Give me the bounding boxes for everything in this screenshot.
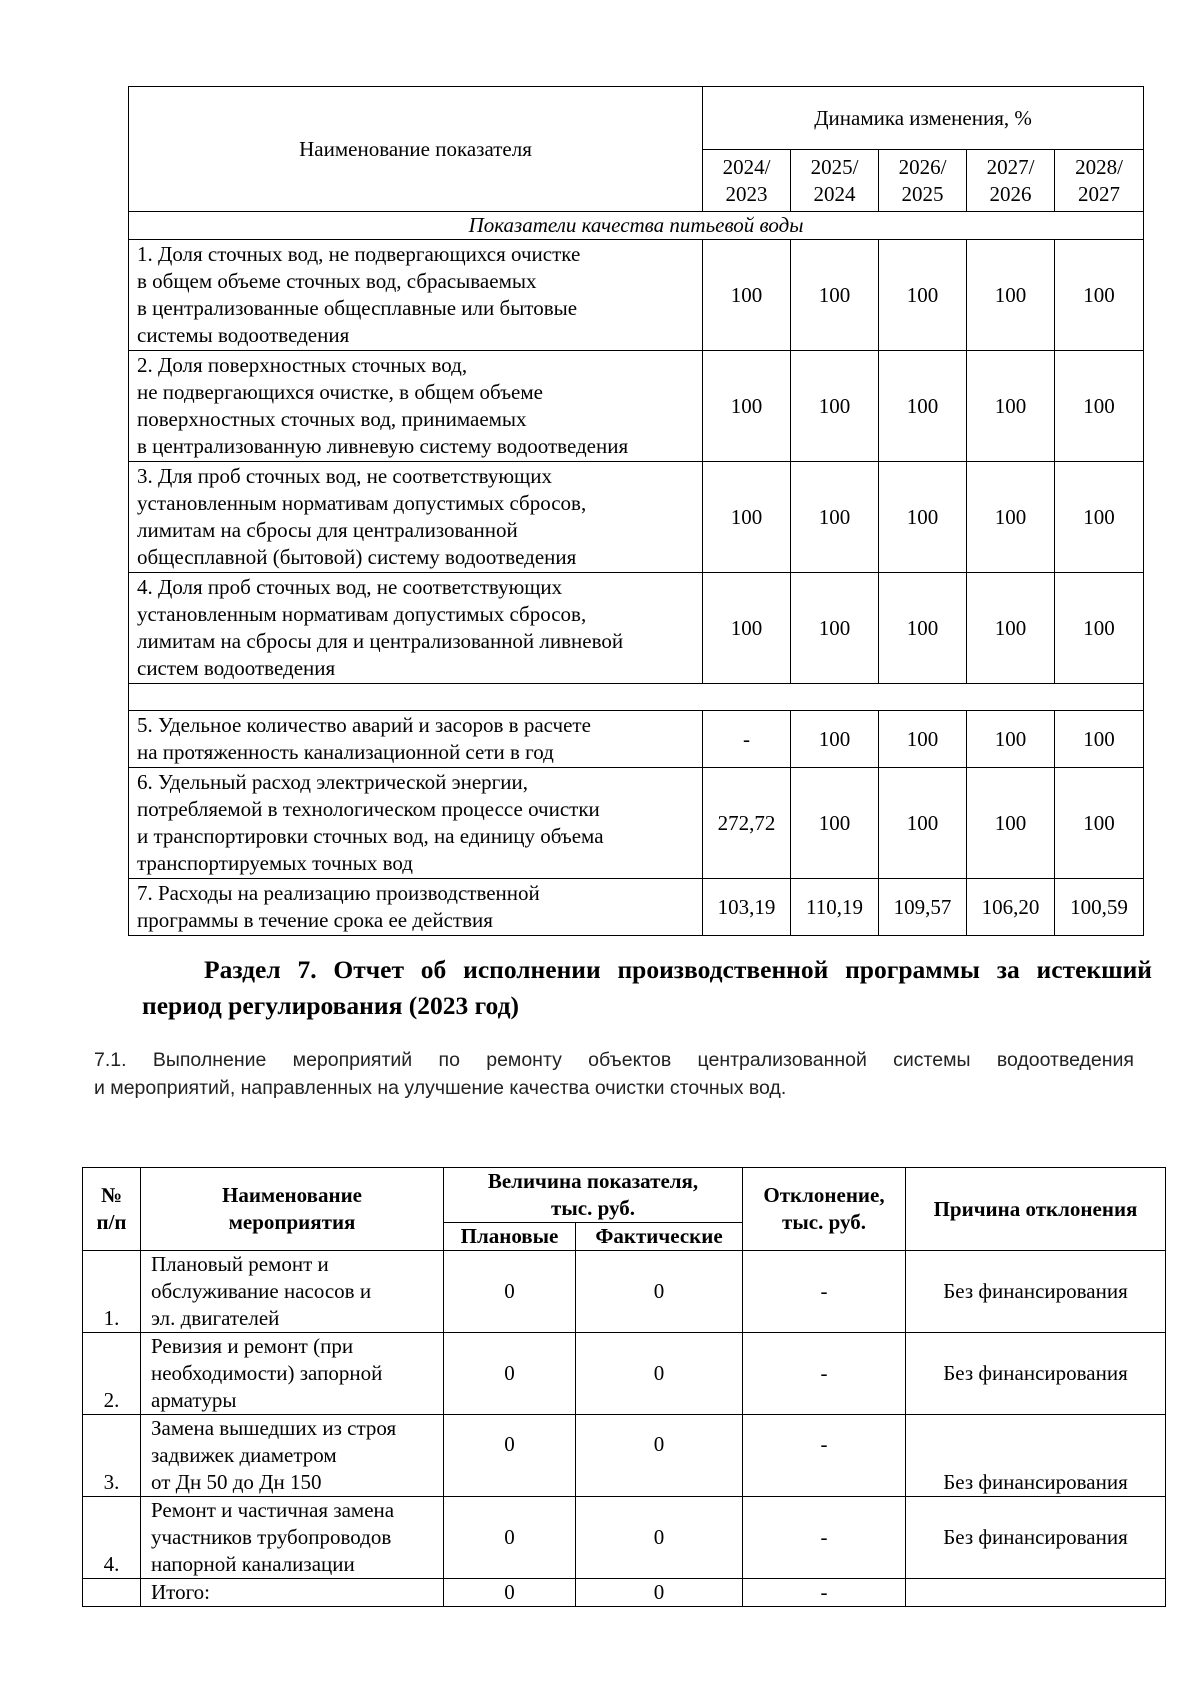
value-cell: 100	[967, 768, 1055, 879]
value-cell: 110,19	[791, 879, 879, 936]
value-cell: 100	[967, 462, 1055, 573]
value-cell: 100	[1055, 240, 1144, 351]
deviation-value: -	[743, 1251, 906, 1333]
value-cell: 100	[967, 573, 1055, 684]
value-cell: 100	[1055, 573, 1144, 684]
empty-cell	[83, 1579, 141, 1607]
row-number: 4.	[83, 1497, 141, 1579]
actual-value: 0	[576, 1415, 743, 1497]
empty-cell	[906, 1579, 1166, 1607]
value-cell: 100	[879, 711, 967, 768]
deviation-reason: Без финансирования	[906, 1251, 1166, 1333]
value-cell: 100	[967, 351, 1055, 462]
indicator-name: 1. Доля сточных вод, не подвергающихся очистке в общем объеме сточных вод, сбрасываемых в централизованные общесплавные или бытовые системы водоотведения	[129, 240, 703, 351]
value-cell: 100	[967, 240, 1055, 351]
header-dynamics: Динамика изменения, %	[703, 87, 1144, 150]
table-row	[83, 1415, 1166, 1497]
value-cell: -	[703, 711, 791, 768]
activity-name: Ревизия и ремонт (при необходимости) запорной арматуры	[141, 1333, 444, 1415]
value-cell: 103,19	[703, 879, 791, 936]
empty-row	[129, 684, 1144, 711]
total-label: Итого:	[141, 1579, 444, 1607]
table-row	[129, 351, 1144, 462]
value-cell: 100	[879, 573, 967, 684]
header-year-5: 2028/ 2027	[1055, 150, 1144, 212]
deviation-value: -	[743, 1333, 906, 1415]
planned-value: 0	[444, 1415, 576, 1497]
header-activity-name: Наименование мероприятия	[141, 1168, 444, 1251]
table-row	[129, 240, 1144, 351]
indicator-name: 5. Удельное количество аварий и засоров в расчете на протяженность канализационной сети в год	[129, 711, 703, 768]
value-cell: 100	[879, 462, 967, 573]
planned-value: 0	[444, 1251, 576, 1333]
total-planned: 0	[444, 1579, 576, 1607]
value-cell: 100	[703, 573, 791, 684]
indicator-name: 7. Расходы на реализацию производственной программы в течение срока ее действия	[129, 879, 703, 936]
planned-value: 0	[444, 1497, 576, 1579]
total-deviation: -	[743, 1579, 906, 1607]
header-actual: Фактические	[576, 1223, 743, 1251]
value-cell: 100,59	[1055, 879, 1144, 936]
indicator-name: 3. Для проб сточных вод, не соответствующих установленным нормативам допустимых сбросов, лимитам на сбросы для централизованной общесплавной (бытовой) систему водоотведения	[129, 462, 703, 573]
activity-name: Ремонт и частичная замена участников трубопроводов напорной канализации	[141, 1497, 444, 1579]
indicator-name: 2. Доля поверхностных сточных вод, не подвергающихся очистке, в общем объеме поверхностных сточных вод, принимаемых в централизованную ливневую систему водоотведения	[129, 351, 703, 462]
section-heading	[142, 952, 1152, 1024]
deviation-value: -	[743, 1497, 906, 1579]
table-row	[83, 1251, 1166, 1333]
value-cell: 106,20	[967, 879, 1055, 936]
table-row	[129, 573, 1144, 684]
indicator-dynamics-table	[128, 86, 1144, 936]
empty-cell	[129, 684, 1144, 711]
section-heading-line: период регулирования (2023 год)	[142, 991, 519, 1020]
value-cell: 100	[967, 711, 1055, 768]
actual-value: 0	[576, 1251, 743, 1333]
deviation-reason: Без финансирования	[906, 1333, 1166, 1415]
section-heading-line: Раздел 7. Отчет об исполнении производственной программы за истекший	[204, 955, 1152, 984]
deviation-reason: Без финансирования	[906, 1415, 1166, 1497]
actual-value: 0	[576, 1333, 743, 1415]
table-row	[129, 879, 1144, 936]
value-cell: 272,72	[703, 768, 791, 879]
activity-name: Замена вышедших из строя задвижек диаметром от Дн 50 до Дн 150	[141, 1415, 444, 1497]
header-planned: Плановые	[444, 1223, 576, 1251]
table-row	[129, 768, 1144, 879]
intro-paragraph	[94, 1046, 1134, 1102]
value-cell: 100	[791, 711, 879, 768]
value-cell: 100	[703, 462, 791, 573]
indicator-name: 6. Удельный расход электрической энергии, потребляемой в технологическом процессе очистки и транспортировки сточных вод, на единицу объема транспортируемых точных вод	[129, 768, 703, 879]
activity-name: Плановый ремонт и обслуживание насосов и эл. двигателей	[141, 1251, 444, 1333]
actual-value: 0	[576, 1497, 743, 1579]
value-cell: 100	[1055, 351, 1144, 462]
value-cell: 100	[879, 351, 967, 462]
value-cell: 100	[791, 573, 879, 684]
header-indicator-name: Наименование показателя	[129, 87, 703, 212]
table-row	[129, 711, 1144, 768]
header-year-2: 2025/ 2024	[791, 150, 879, 212]
table-row	[83, 1497, 1166, 1579]
section-title: Показатели качества питьевой воды	[129, 212, 1144, 240]
table-row	[129, 462, 1144, 573]
row-number: 1.	[83, 1251, 141, 1333]
value-cell: 109,57	[879, 879, 967, 936]
header-year-4: 2027/ 2026	[967, 150, 1055, 212]
total-row	[83, 1579, 1166, 1607]
indicator-name: 4. Доля проб сточных вод, не соответствующих установленным нормативам допустимых сбросов, лимитам на сбросы для и централизованной ливневой систем водоотведения	[129, 573, 703, 684]
table-row	[83, 1333, 1166, 1415]
total-actual: 0	[576, 1579, 743, 1607]
row-number: 2.	[83, 1333, 141, 1415]
value-cell: 100	[791, 240, 879, 351]
paragraph-line: и мероприятий, направленных на улучшение качества очистки сточных вод.	[94, 1077, 787, 1099]
value-cell: 100	[703, 240, 791, 351]
value-cell: 100	[791, 462, 879, 573]
deviation-value: -	[743, 1415, 906, 1497]
header-year-1: 2024/ 2023	[703, 150, 791, 212]
row-number: 3.	[83, 1415, 141, 1497]
value-cell: 100	[1055, 711, 1144, 768]
paragraph-line: 7.1. Выполнение мероприятий по ремонту объектов централизованной системы водоотведения	[94, 1049, 1134, 1071]
value-cell: 100	[791, 768, 879, 879]
planned-value: 0	[444, 1333, 576, 1415]
activities-report-table	[82, 1167, 1166, 1607]
header-number: № п/п	[83, 1168, 141, 1251]
header-deviation-reason: Причина отклонения	[906, 1168, 1166, 1251]
header-deviation: Отклонение, тыс. руб.	[743, 1168, 906, 1251]
header-indicator-value: Величина показателя, тыс. руб.	[444, 1168, 743, 1223]
value-cell: 100	[879, 768, 967, 879]
deviation-reason: Без финансирования	[906, 1497, 1166, 1579]
value-cell: 100	[1055, 462, 1144, 573]
value-cell: 100	[1055, 768, 1144, 879]
value-cell: 100	[703, 351, 791, 462]
value-cell: 100	[879, 240, 967, 351]
header-year-3: 2026/ 2025	[879, 150, 967, 212]
value-cell: 100	[791, 351, 879, 462]
